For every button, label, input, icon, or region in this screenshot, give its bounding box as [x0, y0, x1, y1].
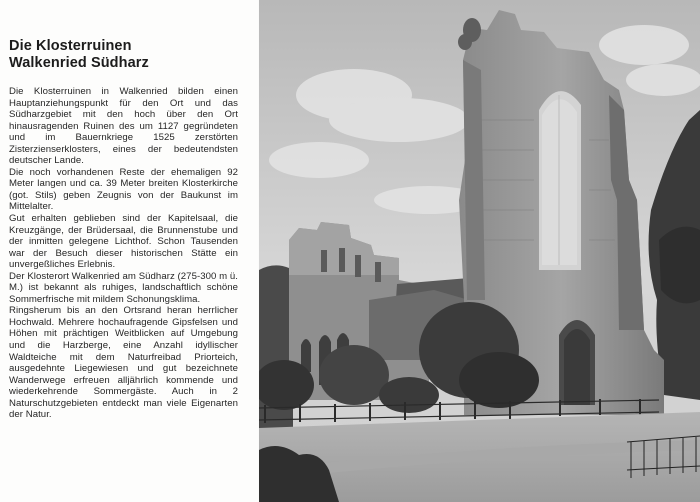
postcard-title — [9, 38, 238, 72]
paragraph-location: Der Klosterort Walkenried am Südharz (275-300 m ü. M.) ist bekannt als ruhiges, landschaftlich schöne Sommerfrische mit mildem Schonungsklima. — [9, 270, 238, 305]
ruins-photo-image — [259, 0, 700, 502]
description-text — [9, 86, 238, 421]
paragraph-history: Die Klosterruinen in Walkenried bilden einen Hauptanziehungspunkt für den Ort und das Südharzgebiet mit den hoch über den Ort hinausragenden Ruinen des um 1127 gegründeten und im Bauernkriege 1525 zerstörten Zisterzienserklosters, eines der bedeutendsten deutscher Lande. — [9, 86, 238, 167]
right-trees-shadow — [659, 227, 700, 304]
title-line-1: Die Klosterruinen — [9, 38, 132, 54]
title-line-2: Walkenried Südharz — [9, 55, 149, 71]
ruins-photo — [259, 0, 700, 502]
text-panel — [0, 0, 258, 502]
paragraph-preserved: Gut erhalten geblieben sind der Kapitelsaal, die Kreuzgänge, der Brüdersaal, die Brunnenstube und der inmitten gelegene Lichthof. Schon Tausenden war der Besuch dieser historischen Stätte ein unvergeßliches Erlebnis. — [9, 213, 238, 271]
paragraph-dimensions: Die noch vorhandenen Reste der ehemaligen 92 Meter langen und ca. 39 Meter breiten Klosterkirche (got. Stils) geben Zeugnis von der Baukunst im Mittelalter. — [9, 166, 238, 213]
paragraph-surroundings: Ringsherum bis an den Ortsrand heran herrlicher Hochwald. Mehrere hochaufragende Gipsfelsen und Höhen mit prächtigen Weitblicken auf Umgebung und die Harzberge, eine Anzahl idyllischer Waldteiche mit dem Naturfreibad Priorteich, ausgedehnte Liegewiesen und gut bezeichnete Wanderwege erfreuen alljährlich kommende und wiederkehrende Sommergäste. Auch in 2 Naturschutzgebieten entdeckt man viele Eigenarten der Natur. — [9, 305, 238, 421]
